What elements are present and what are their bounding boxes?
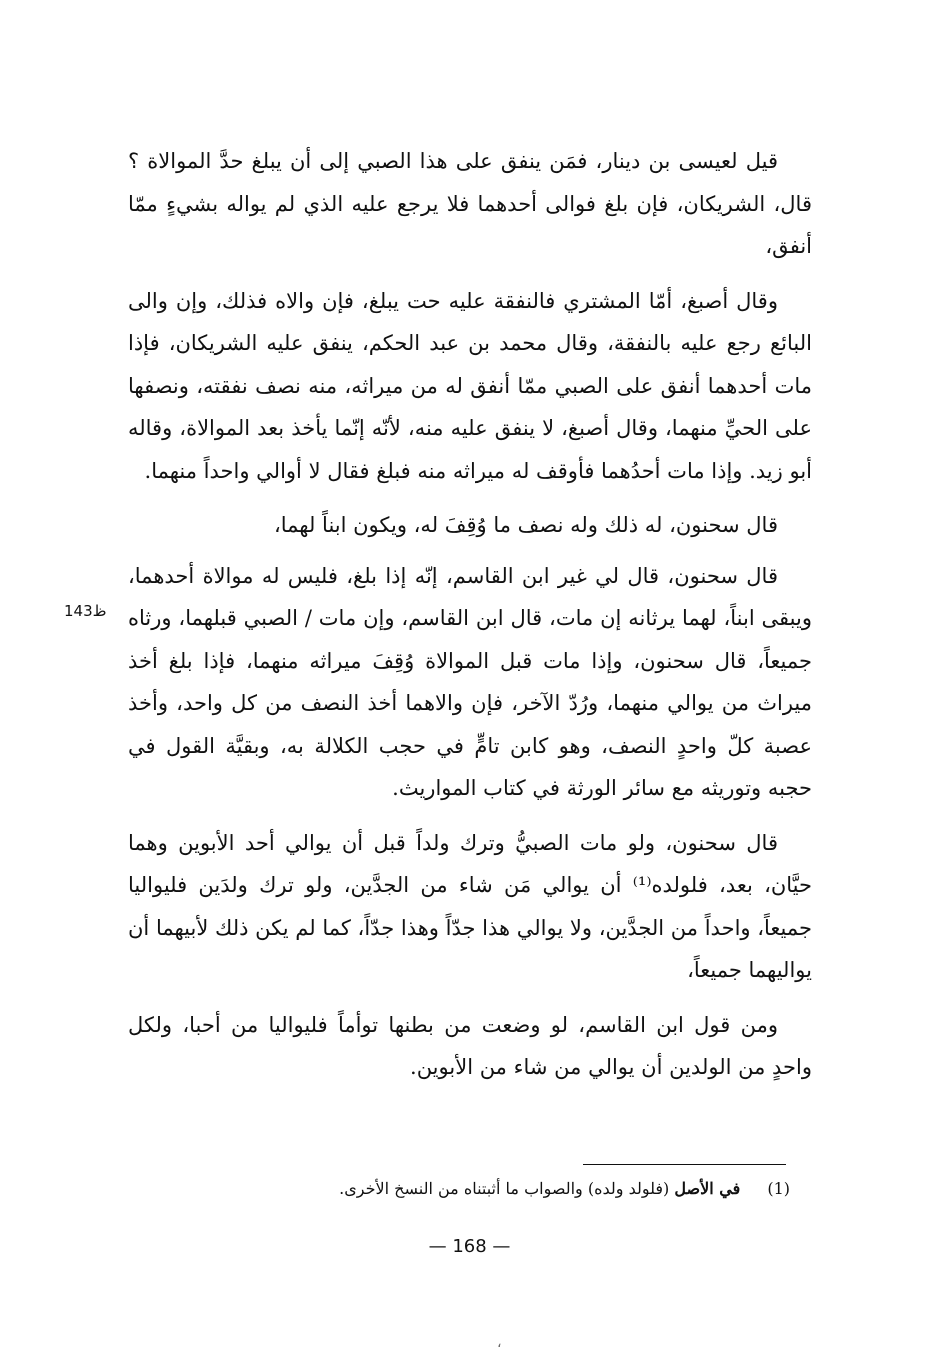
stray-mark: ، [497, 1335, 502, 1351]
footnote-divider [583, 1164, 786, 1165]
paragraph-6: ومن قول ابن القاسم، لو وضعت من بطنها توأماً فليواليا من أحبا، ولكل واحدٍ من الولدين أن يوالي من شاء من الأبوين. [128, 1012, 812, 1079]
footnote-text: (فلولد ولده) والصواب ما أثبتناه من النسخ الأخرى. [339, 1179, 670, 1198]
footnote [320, 1174, 790, 1204]
paragraph-5: قال سحنون، ولو مات الصبيُّ وترك ولداً قبل أن يوالي أحد الأبوين وهما حيَّان، بعد، فلولده⁽¹⁾ أن يوالي مَن شاء من الجدَّين، ولو ترك ولدَين فليواليا جميعاً، واحداً من الجدَّين، ولا يوالي هذا جدّاً وهذا جدّاً، كما لم يكن ذلك لأبيهما أن يواليهما جميعاً، [128, 830, 812, 982]
paragraph-3: قال سحنون، له ذلك وله نصف ما وُقِفَ له، ويكون ابناً لهما، [273, 513, 778, 537]
footnote-source-label: في الأصل [674, 1179, 741, 1198]
folio-margin-note: 143ظ [64, 602, 107, 620]
paragraph-1: قيل لعيسى بن دينار، فمَن ينفق على هذا الصبي إلى أن يبلغ حدَّ الموالاة ؟ قال، الشريكان، فإن بلغ فوالى أحدهما فلا يرجع عليه الذي لم يواله بشيءٍ ممّا أنفق، [128, 149, 812, 258]
paragraph-2: وقال أصبغ، أمّا المشتري فالنفقة عليه حت يبلغ، فإن والاه فذلك، وإن والى البائع رجع عليه بالنفقة، وقال محمد بن عبد الحكم، ينفق عليه الشريكان، فإذا مات أحدهما أنفق على الصبي ممّا أنفق له من ميراثه، منه نصف نفقته، ونصفها على الحيِّ منهما، وقال أصبغ، لا ينفق عليه منه، لأنّه إنّما يأخذ بعد الموالاة، وقاله أبو زيد. وإذا مات أحدُهما فأوقف له ميراثه منه فبلغ فقال لا أوالي واحداً منهما. [128, 288, 812, 483]
page-number: — 168 — [428, 1236, 511, 1257]
main-text [128, 140, 812, 1101]
paragraph-4: قال سحنون، قال لي غير ابن القاسم، إنّه إذا بلغ، فليس له موالاة أحدهما، ويبقى ابناً، لهما يرثانه إن مات، قال ابن القاسم، وإن مات / الصبي قبلهما، ورثاه جميعاً، قال سحنون، وإذا مات قبل الموالاة وُقِفَ ميراثه منهما، فإذا بلغ أخذ ميراث من يوالي منهما، ورُدّ الآخر، فإن والاهما أخذ النصف من كل واحد، وأخذ عصبة كلّ واحدٍ النصف، وهو كابن تامٍّ في حجب الكلالة به، وبقيَّة القول في حجبه وتوريثه مع سائر الورثة في كتاب المواريث. [128, 563, 812, 800]
footnote-number: (1) [767, 1179, 790, 1198]
